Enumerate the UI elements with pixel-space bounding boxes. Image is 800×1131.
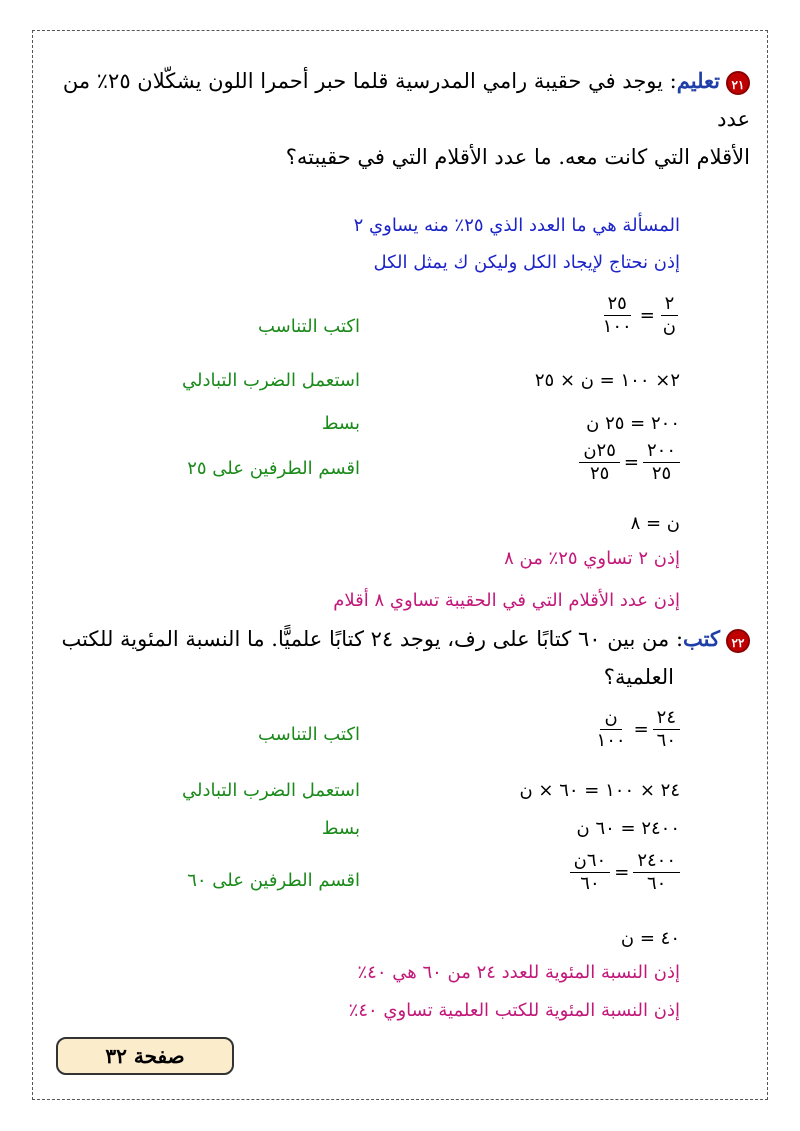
step-note: استعمل الضرب التبادلي — [182, 370, 360, 391]
conclusion-1: إذن النسبة المئوية للعدد ٢٤ من ٦٠ هي ٤٠٪ — [357, 962, 680, 983]
divide-step: $\frac{٢٤٠٠}{٦٠}$ = $\frac{\text{٦٠ن}}{٦٠}$ — [570, 850, 680, 895]
fraction-denominator: ٦٠ — [580, 873, 600, 894]
problem-keyword: كتب — [683, 626, 720, 651]
result-step: ٤٠ = ن — [620, 928, 680, 949]
solution-intro-2: إذن نحتاج لإيجاد الكل وليكن ك يمثل الكل — [373, 252, 680, 273]
result-step: ن = ٨ — [630, 513, 680, 534]
conclusion-1: إذن ٢ تساوي ٢٥٪ من ٨ — [504, 548, 680, 569]
conclusion-2: إذن النسبة المئوية للكتب العلمية تساوي ٤٠٪ — [348, 1000, 680, 1021]
step-note: اقسم الطرفين على ٦٠ — [187, 870, 360, 891]
problem-text-line1: : من بين ٦٠ كتابًا على رف، يوجد ٢٤ كتابًا علميًّا. ما النسبة المئوية للكتب — [61, 627, 684, 651]
proportion-step: $\frac{٢٤}{٦٠}$ = $\frac{\text{ن}}{١٠٠}$ — [593, 707, 680, 752]
fraction-denominator: ن — [662, 316, 676, 337]
problem-keyword: تعليم — [676, 68, 720, 93]
simplify-step: ٢٤٠٠ = ٦٠ ن — [576, 818, 680, 839]
fraction-denominator: ١٠٠ — [596, 730, 626, 751]
problem-number-badge: ٢١ — [726, 71, 750, 95]
fraction-numerator: ٢٤ — [653, 707, 680, 730]
step-note: اقسم الطرفين على ٢٥ — [187, 458, 360, 479]
fraction-denominator: ٦٠ — [647, 873, 667, 894]
step-note: بسط — [321, 818, 360, 839]
fraction-numerator: ٢٤٠٠ — [633, 850, 680, 873]
step-note: اكتب التناسب — [258, 724, 360, 745]
solution-intro-1: المسألة هي ما العدد الذي ٢٥٪ منه يساوي ٢ — [353, 215, 680, 236]
page-number-label: صفحة ٣٢ — [56, 1037, 234, 1075]
step-note: استعمل الضرب التبادلي — [182, 780, 360, 801]
cross-multiply-step: ٢× ١٠٠ = ن × ٢٥ — [534, 370, 680, 391]
fraction-numerator: ٢ — [661, 293, 679, 316]
conclusion-2: إذن عدد الأقلام التي في الحقيبة تساوي ٨ أقلام — [333, 590, 680, 611]
problem-22 — [50, 620, 750, 696]
divide-step: $\frac{٢٠٠}{٢٥}$ = $\frac{\text{٢٥ن}}{٢٥}$ — [579, 440, 680, 485]
simplify-step: ٢٠٠ = ٢٥ ن — [586, 413, 680, 434]
fraction-numerator: ٢٥ن — [579, 440, 620, 463]
fraction-denominator: ٦٠ — [656, 730, 676, 751]
fraction-numerator: ٦٠ن — [570, 850, 611, 873]
problem-number-badge: ٢٢ — [726, 629, 750, 653]
step-note: اكتب التناسب — [258, 316, 360, 337]
fraction-denominator: ٢٥ — [651, 463, 672, 484]
fraction-numerator: ن — [600, 707, 621, 730]
fraction-numerator: ٢٠٠ — [643, 440, 680, 463]
fraction-numerator: ٢٥ — [604, 293, 631, 316]
problem-21 — [50, 62, 750, 176]
proportion-step: $\frac{٢}{\text{ن}}$ = $\frac{٢٥}{١٠٠}$ — [599, 293, 680, 338]
problem-text-line1: : يوجد في حقيبة رامي المدرسية قلما حبر أحمرا اللون يشكّلان ٢٥٪ من عدد — [62, 69, 750, 131]
step-note: بسط — [321, 413, 360, 434]
cross-multiply-step: ٢٤ × ١٠٠ = ٦٠ × ن — [519, 780, 680, 801]
fraction-denominator: ١٠٠ — [602, 316, 632, 337]
problem-text-line2: الأقلام التي كانت معه. ما عدد الأقلام التي في حقيبته؟ — [285, 145, 750, 169]
fraction-denominator: ٢٥ — [589, 463, 610, 484]
problem-text-line2: العلمية؟ — [603, 665, 674, 689]
